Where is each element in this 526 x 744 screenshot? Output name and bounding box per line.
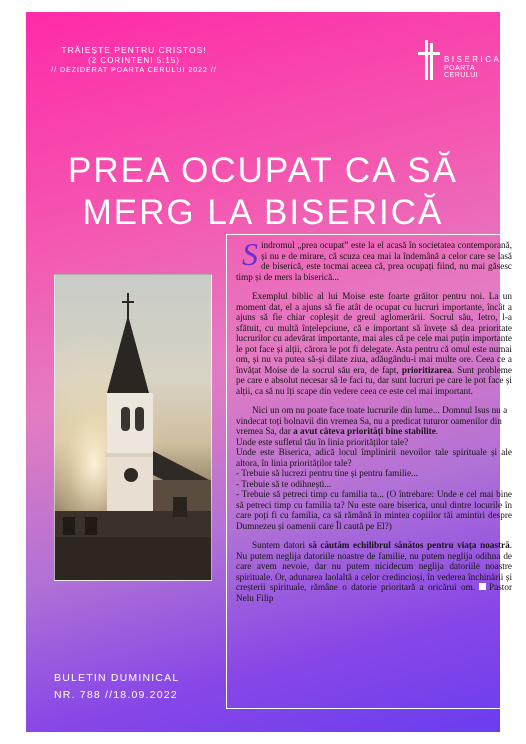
list-item: - Trebuie să petreci timp cu familia ta... (O întrebare: Unde e cel mai bine să petreci timp cu familia ta? Nu este oare biserica, unul dintre locurile în care poți fi cu familia, ca să rămână în mintea copiilor tăi amintiri despre Dumnezeu și oamenii care Îl caută pe El?) — [236, 489, 512, 531]
bulletin-info — [54, 670, 179, 704]
bulletin-number: NR. 788 //18.09.2022 — [54, 689, 178, 701]
emphasis-prioritizare: prioritizarea — [401, 364, 452, 375]
church-tower-image — [55, 275, 211, 580]
motto-line: TRĂIEȘTE PENTRU CRISTOS! — [61, 45, 207, 55]
question-line: Unde este Biserica, adică locul împlinirii nevoilor tale spirituale și ale altora, în linia priorităților tale? — [236, 447, 512, 468]
emphasis-priorities: a avut câteva priorități bine stabilite — [293, 426, 436, 436]
motto-tagline: // DEZIDERAT POARTA CERULUI 2022 // — [51, 67, 217, 74]
title-line-2: MERG LA BISERICĂ — [82, 193, 444, 232]
church-tower-photo — [54, 274, 212, 581]
list-item: - Trebuie să te odihnești... — [236, 478, 332, 489]
page-title — [26, 150, 500, 234]
article-body — [226, 234, 522, 709]
title-line-1: PREA OCUPAT CA SĂ — [68, 151, 458, 190]
paragraph-moise: Exemplul biblic al lui Moise este foarte grăitor pentru noi. La un moment dat, el a ajuns să fie atât de ocupat cu lucruri importante, încât a ajuns să fie chiar copleșit de greul aglomerării. Socrul său, Ietro, l-a sfătuit, cu multă înțelepciune, că e important să învețe să dea prioritate lucrurilor cu adevărat importante, mai ales că pe cele mai puțin importante le pot face și alții, cărora le pot fi delegate. Asta pentru că omul este numai om, și nu va putea să-și dilate ziua, adăugându-i mai multe ore. Ceea ce a învățat Moise de la socrul său era, de fapt, prioritizarea. Sunt probleme pe care e absolut necesar să le faci tu, dar sunt lucruri pe care le pot face și alții, ca să nu îți scape din vedere ceea ce este cel mai important. — [236, 291, 512, 396]
logo-subname: POARTA CERULUI — [444, 65, 479, 79]
emphasis-balance: să căutăm echilibrul sănătos pentru viața noastră — [308, 540, 510, 550]
motto-reference: (2 CORINTENI 5:15) — [88, 56, 180, 65]
question-line: Unde este sufletul tău în linia priorităților tale? — [236, 436, 409, 447]
paragraph-jesus: Nici un om nu poate face toate lucrurile din lume... Domnul Isus nu a vindecat toți bolnavii din vremea Sa, nu a predicat tuturor oamenilor din vremea Sa, dar a avut câteva priorități bine stabilite. — [236, 405, 508, 436]
bulletin-label: BULETIN DUMINICAL — [54, 672, 180, 684]
bulletin-page — [26, 12, 512, 732]
square-bullet-icon — [479, 583, 486, 590]
article-intro — [236, 236, 512, 282]
cross-icon — [418, 40, 440, 80]
author-signature: Pastor Nelu Filip — [236, 582, 512, 603]
drop-cap: S — [242, 236, 258, 272]
intro-text: indromul „prea ocupat” este la el acasă în societatea contemporană, și nu e de mirare, că scuza cea mai la îndemână a celor care se lasă de biserică, este tocmai aceea că, prea ocupați fiind, nu mai găsesc timp și de mers la biserică... — [236, 240, 512, 282]
motto-block — [26, 45, 242, 74]
logo-name: BISERICA — [444, 55, 502, 64]
list-item: - Trebuie să lucrezi pentru tine și pentru familie... — [236, 468, 418, 478]
church-logo — [410, 38, 510, 88]
paragraph-conclusion: Suntem datori să căutăm echilibrul sănătos pentru viața noastră. Nu putem neglija datoriile noastre de familie, nu putem neglija odihna de care avem nevoie, dar nu putem nicidecum neglija datoriile noastre spirituale. Or, adunarea laolaltă a celor credincioși, în vederea închinării și creșterii spirituale, rămâne o datorie prioritară a oricărui om. Pastor Nelu Filip — [236, 540, 512, 603]
